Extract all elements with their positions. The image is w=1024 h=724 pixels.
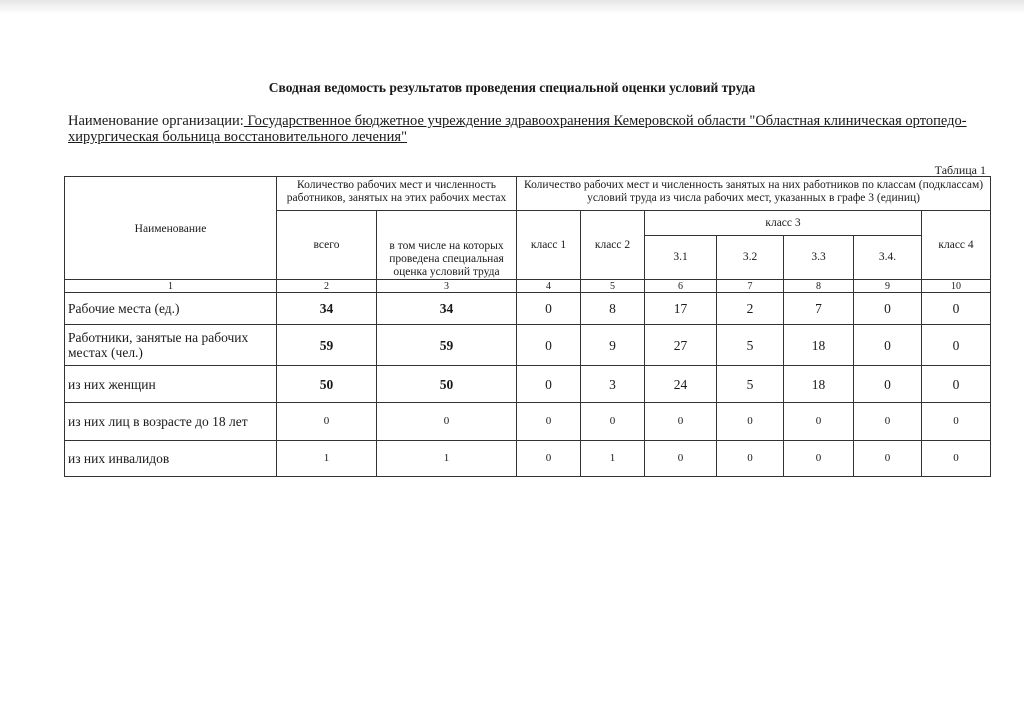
cell-class4: 0 [922,441,991,477]
cell-class4: 0 [922,325,991,366]
column-number-row [65,280,991,293]
cell-class3-3: 0 [784,441,854,477]
cell-total: 50 [277,366,377,403]
cell-total: 1 [277,441,377,477]
header-class3: класс 3 [645,211,922,236]
cell-class3-2: 5 [717,366,784,403]
cell-class1: 0 [517,325,581,366]
cell-assessed: 1 [377,441,517,477]
cell-class4: 0 [922,293,991,325]
header-class4: класс 4 [922,211,991,280]
cell-class3-2: 0 [717,441,784,477]
cell-assessed: 59 [377,325,517,366]
cell-assessed: 50 [377,366,517,403]
row-label: Рабочие места (ед.) [65,293,277,325]
column-number: 5 [581,280,645,293]
organization-name: Государственное бюджетное учреждение здравоохранения Кемеровской области "Областная клиническая ортопедо-хирургическая больница восстановительного лечения" [68,113,967,145]
cell-class3-2: 2 [717,293,784,325]
header-class2: класс 2 [581,211,645,280]
results-table [64,176,991,477]
column-number: 10 [922,280,991,293]
header-class3-1: 3.1 [645,236,717,280]
header-class3-3: 3.3 [784,236,854,280]
cell-class2: 1 [581,441,645,477]
table-row [65,441,991,477]
column-number: 8 [784,280,854,293]
cell-class4: 0 [922,366,991,403]
cell-class1: 0 [517,293,581,325]
document-title: Сводная ведомость результатов проведения специальной оценки условий труда [268,80,756,95]
cell-class3-4: 0 [854,325,922,366]
cell-total: 34 [277,293,377,325]
header-total: всего [277,211,377,280]
row-label: из них женщин [65,366,277,403]
cell-class3-4: 0 [854,441,922,477]
cell-class2: 8 [581,293,645,325]
cell-class1: 0 [517,403,581,441]
cell-assessed: 0 [377,403,517,441]
column-number: 2 [277,280,377,293]
cell-class3-4: 0 [854,366,922,403]
cell-class2: 0 [581,403,645,441]
cell-class3-3: 7 [784,293,854,325]
cell-class3-1: 17 [645,293,717,325]
cell-class3-1: 27 [645,325,717,366]
header-workplaces-group: Количество рабочих мест и численность работников, занятых на этих рабочих местах [277,177,517,211]
column-number: 4 [517,280,581,293]
cell-class3-3: 0 [784,403,854,441]
cell-class2: 9 [581,325,645,366]
cell-class3-1: 24 [645,366,717,403]
table-row [65,403,991,441]
column-number: 6 [645,280,717,293]
table-row [65,366,991,403]
cell-class3-3: 18 [784,366,854,403]
cell-class3-1: 0 [645,441,717,477]
column-number: 7 [717,280,784,293]
header-name: Наименование [65,177,277,280]
cell-class1: 0 [517,441,581,477]
header-class1: класс 1 [517,211,581,280]
table-row [65,325,991,366]
row-label: Работники, занятые на рабочих местах (чел.) [65,325,277,366]
column-number: 9 [854,280,922,293]
cell-class3-4: 0 [854,403,922,441]
cell-class3-4: 0 [854,293,922,325]
organization-label: Наименование организации: [68,113,244,129]
header-class3-2: 3.2 [717,236,784,280]
header-assessed: в том числе на которых проведена специальная оценка условий труда [377,211,517,280]
cell-total: 59 [277,325,377,366]
cell-total: 0 [277,403,377,441]
cell-class3-2: 5 [717,325,784,366]
column-number: 3 [377,280,517,293]
row-label: из них инвалидов [65,441,277,477]
cell-class1: 0 [517,366,581,403]
cell-class2: 3 [581,366,645,403]
cell-class3-1: 0 [645,403,717,441]
cell-class3-3: 18 [784,325,854,366]
header-class3-4: 3.4. [854,236,922,280]
cell-class4: 0 [922,403,991,441]
table-caption: Таблица 1 [934,163,986,177]
organization-line [68,113,993,145]
cell-class3-2: 0 [717,403,784,441]
page-edge [0,0,1024,14]
table-row [65,293,991,325]
row-label: из них лиц в возрасте до 18 лет [65,403,277,441]
column-number: 1 [65,280,277,293]
header-classes-group: Количество рабочих мест и численность занятых на них работников по классам (подклассам) условий труда из числа рабочих мест, указанных в графе 3 (единиц) [517,177,991,211]
cell-assessed: 34 [377,293,517,325]
